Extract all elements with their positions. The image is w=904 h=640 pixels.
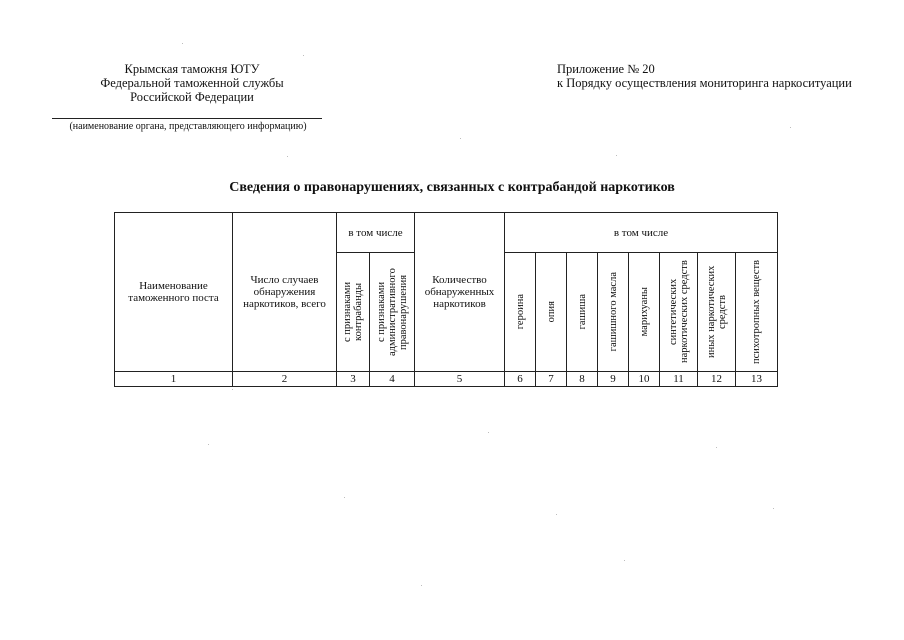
header-synthetic-drugs-text: синтетических наркотических средств bbox=[667, 260, 690, 364]
header-other-drugs bbox=[698, 253, 736, 372]
header-other-drugs-text: иных наркотических средств bbox=[705, 265, 728, 359]
header-psychotropic bbox=[736, 253, 778, 372]
annex-number: Приложение № 20 bbox=[557, 62, 655, 76]
scan-speck bbox=[232, 389, 233, 390]
header-post-name: Наименование таможенного поста bbox=[115, 213, 233, 372]
column-number: 12 bbox=[698, 372, 736, 387]
column-number: 2 bbox=[233, 372, 337, 387]
report-table bbox=[114, 212, 778, 387]
scan-speck bbox=[790, 127, 791, 128]
header-opium bbox=[536, 253, 567, 372]
column-number: 1 bbox=[115, 372, 233, 387]
header-group1-label: в том числе bbox=[337, 213, 415, 253]
header-marijuana-text: марихуаны bbox=[638, 287, 650, 337]
column-numbers-row bbox=[115, 372, 778, 387]
header-synthetic-drugs bbox=[660, 253, 698, 372]
header-opium-text: опия bbox=[545, 301, 557, 323]
column-number: 13 bbox=[736, 372, 778, 387]
column-number: 8 bbox=[567, 372, 598, 387]
column-number: 10 bbox=[629, 372, 660, 387]
scan-speck bbox=[616, 155, 617, 156]
document-title: Сведения о правонарушениях, связанных с контрабандой наркотиков bbox=[229, 180, 675, 195]
header-admin-offense-signs-text: с признаками административного правонарушения bbox=[375, 268, 409, 356]
header-hashish-oil-text: гашишного масла bbox=[607, 272, 619, 352]
scan-speck bbox=[624, 560, 625, 561]
column-number: 4 bbox=[370, 372, 415, 387]
organization-line: Крымская таможня ЮТУ bbox=[124, 62, 260, 76]
scan-speck bbox=[344, 497, 345, 498]
scan-speck bbox=[287, 156, 288, 157]
column-number: 6 bbox=[505, 372, 536, 387]
column-number: 9 bbox=[598, 372, 629, 387]
scan-speck bbox=[716, 447, 717, 448]
organization-line: Российской Федерации bbox=[130, 90, 254, 104]
header-heroin bbox=[505, 253, 536, 372]
scan-speck bbox=[421, 585, 422, 586]
column-number: 3 bbox=[337, 372, 370, 387]
column-number: 5 bbox=[415, 372, 505, 387]
scan-speck bbox=[773, 508, 774, 509]
organization-caption: (наименование органа, представляющего информацию) bbox=[69, 121, 307, 132]
scan-speck bbox=[182, 43, 183, 44]
header-quantity: Количество обнаруженных наркотиков bbox=[415, 213, 505, 372]
scan-speck bbox=[303, 55, 304, 56]
header-hashish-oil bbox=[598, 253, 629, 372]
organization-line: Федеральной таможенной службы bbox=[100, 76, 284, 90]
scan-speck bbox=[556, 514, 557, 515]
header-hashish bbox=[567, 253, 598, 372]
header-smuggling-signs-text: с признаками контрабанды bbox=[342, 281, 364, 343]
annex-block bbox=[557, 62, 877, 90]
header-group2-label: в том числе bbox=[505, 213, 778, 253]
column-number: 7 bbox=[536, 372, 567, 387]
scan-speck bbox=[208, 444, 209, 445]
header-hashish-text: гашиша bbox=[576, 294, 588, 330]
scan-speck bbox=[460, 138, 461, 139]
header-admin-offense-signs bbox=[370, 253, 415, 372]
scan-speck bbox=[488, 432, 489, 433]
header-smuggling-signs bbox=[337, 253, 370, 372]
header-heroin-text: героина bbox=[514, 294, 526, 330]
column-number: 11 bbox=[660, 372, 698, 387]
annex-reference: к Порядку осуществления мониторинга наркоситуации bbox=[557, 76, 852, 90]
organization-block bbox=[64, 62, 320, 104]
header-psychotropic-text: психотропных веществ bbox=[751, 259, 762, 364]
organization-underline bbox=[52, 118, 322, 119]
header-cases-total: Число случаев обнаружения наркотиков, всего bbox=[233, 213, 337, 372]
header-marijuana bbox=[629, 253, 660, 372]
